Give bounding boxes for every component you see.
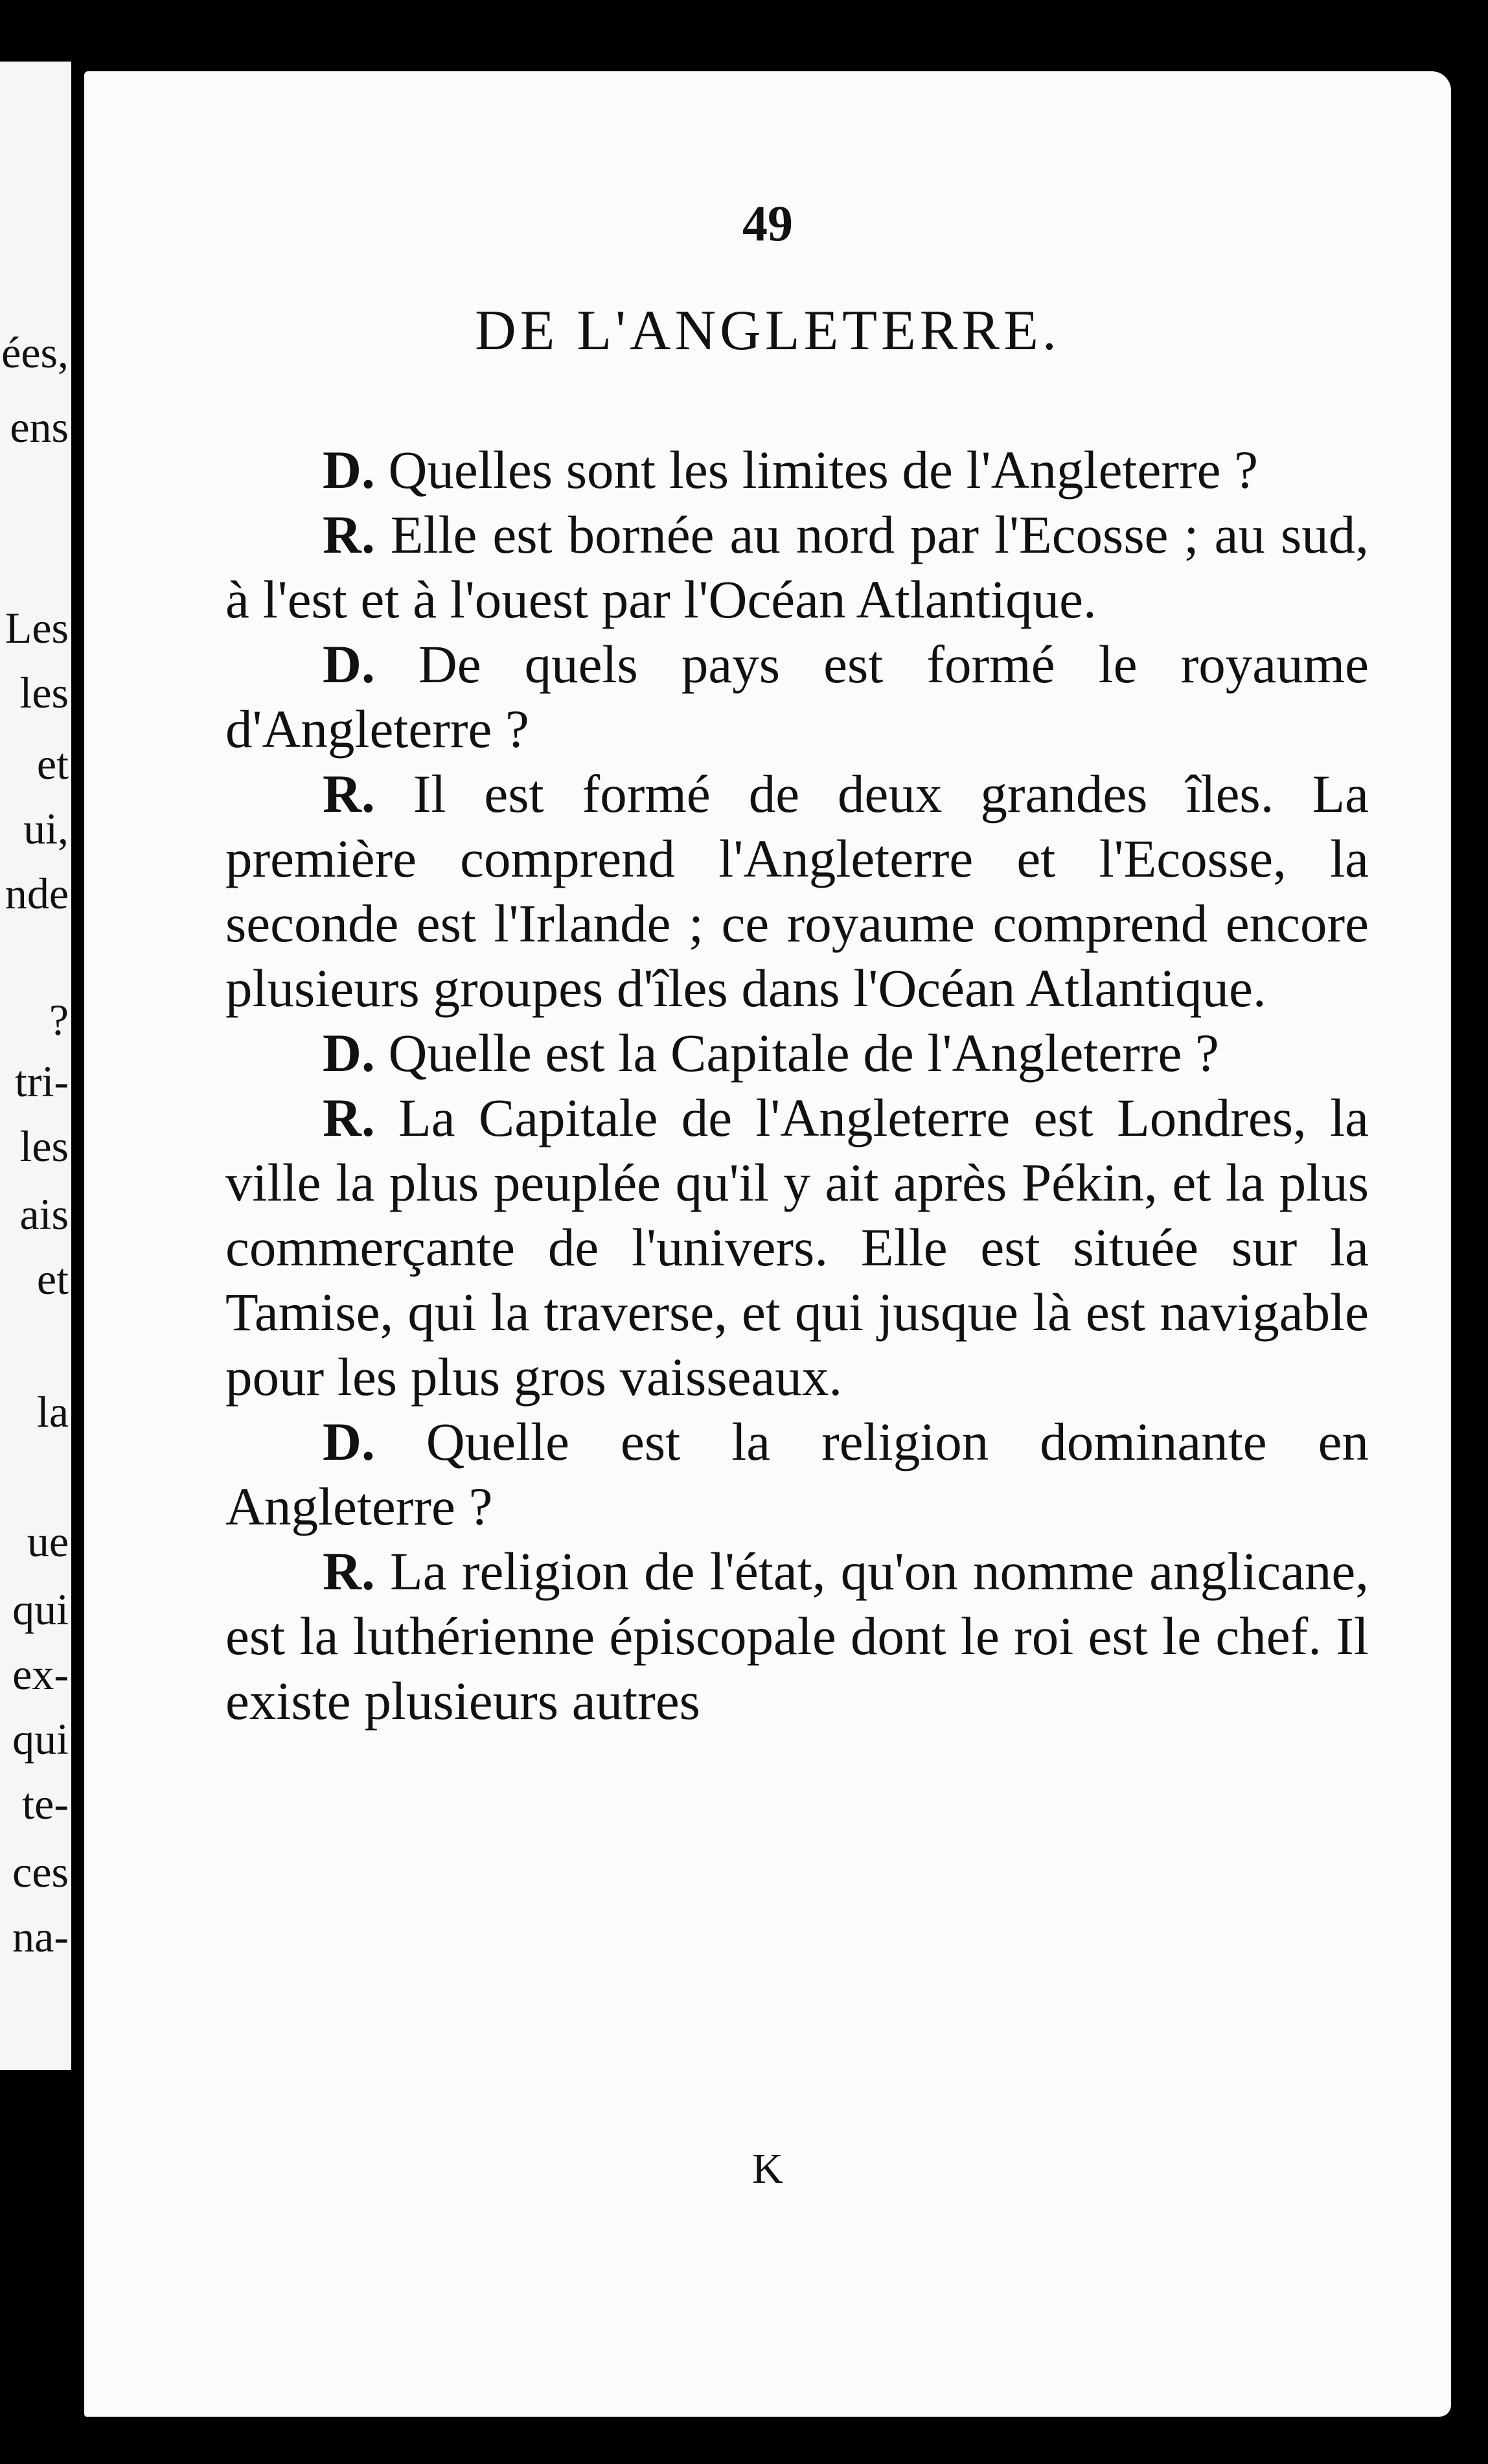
paragraph-text: Quelles sont les limites de l'Angleterre ? [388, 440, 1259, 500]
book-page [84, 71, 1451, 2417]
left-page-fragment: ais [19, 1190, 69, 1239]
paragraph-text: Il est formé de deux grandes îles. La première comprend l'Angleterre et l'Ecosse, la seconde est l'Irlande ; ce royaume comprend encore plusieurs groupes d'îles dans l'Océan Atlantique. [225, 764, 1369, 1018]
question-paragraph [225, 1409, 1369, 1539]
left-page-fragment: ex- [12, 1650, 69, 1699]
question-paragraph [225, 632, 1369, 761]
paragraph-label: R. [323, 505, 375, 564]
paragraph-text: La religion de l'état, qu'on nomme anglicane, est la luthérienne épiscopale dont le roi est le chef. Il existe plusieurs autres [225, 1541, 1369, 1731]
paragraph-label: D. [323, 440, 375, 500]
answer-paragraph [225, 502, 1369, 632]
left-page-fragment: nde [5, 869, 69, 918]
left-page-fragment: la [36, 1387, 69, 1436]
question-paragraph [225, 1020, 1369, 1085]
answer-paragraph [225, 1085, 1369, 1409]
chapter-title: DE L'ANGLETERRE. [475, 299, 1060, 362]
paragraph-label: R. [323, 1088, 375, 1147]
paragraph-text: La Capitale de l'Angleterre est Londres, la ville la plus peuplée qu'il y ait après Pékin, et la plus commerçante de l'univers. Elle est située sur la Tamise, qui la traverse, et qui jusque là est navigable pour les plus gros vaisseaux. [225, 1088, 1369, 1407]
left-page-fragment: qui [12, 1714, 69, 1764]
left-page-fragment: ées, [1, 328, 69, 377]
paragraph-label: R. [323, 764, 375, 823]
left-page-fragment: les [19, 1122, 69, 1171]
paragraph-label: D. [323, 1412, 375, 1471]
left-page-fragment: na- [12, 1912, 69, 1961]
paragraph-text: Elle est bornée au nord par l'Ecosse ; au sud, à l'est et à l'ouest par l'Océan Atlantique. [225, 505, 1369, 629]
left-page-fragment: qui [12, 1585, 69, 1634]
left-page-fragment: ue [27, 1517, 69, 1566]
page-number: 49 [742, 195, 793, 251]
left-page-fragment: les [19, 668, 69, 717]
left-page-fragment: et [36, 739, 69, 789]
left-page-fragment: ui, [23, 804, 69, 853]
left-page-fragment: ? [49, 995, 69, 1044]
paragraph-text: Quelle est la Capitale de l'Angleterre ? [388, 1023, 1219, 1083]
left-page-fragment: ces [12, 1847, 69, 1896]
page-body [225, 437, 1369, 1733]
signature-mark: K [752, 2145, 783, 2193]
left-page-fragment: tri- [14, 1057, 69, 1106]
left-page-fragment: Les [5, 603, 69, 652]
answer-paragraph [225, 1539, 1369, 1733]
left-page-fragment: te- [22, 1779, 69, 1828]
paragraph-label: D. [323, 1023, 375, 1083]
paragraph-label: D. [323, 634, 375, 694]
paragraph-text: Quelle est la religion dominante en Angleterre ? [225, 1412, 1369, 1536]
answer-paragraph [225, 761, 1369, 1020]
question-paragraph [225, 437, 1369, 502]
left-page-edge [0, 62, 71, 2070]
left-page-fragment: et [36, 1254, 69, 1304]
paragraph-text: De quels pays est formé le royaume d'Angleterre ? [225, 634, 1369, 759]
left-page-fragment: ens [10, 402, 69, 452]
paragraph-label: R. [323, 1541, 375, 1601]
